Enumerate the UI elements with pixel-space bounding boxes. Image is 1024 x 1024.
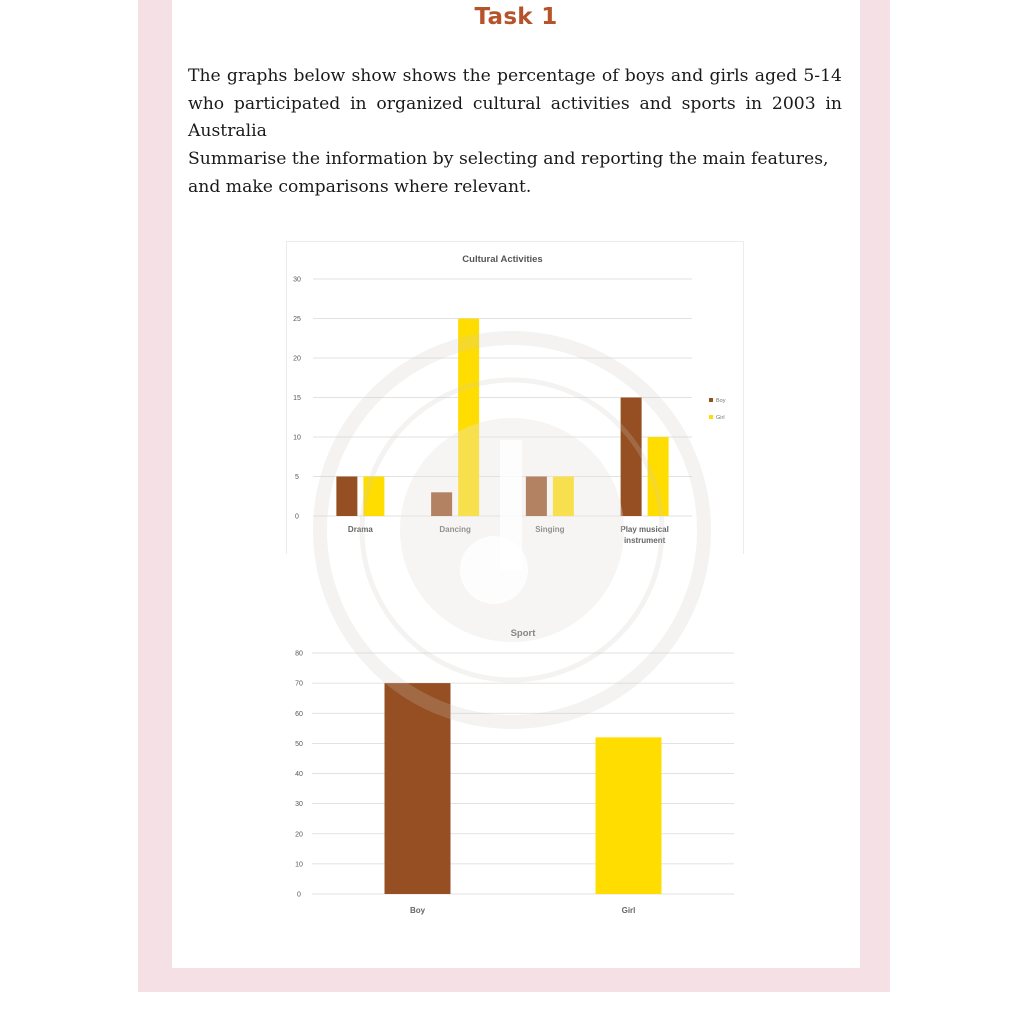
bar-boy: [526, 477, 547, 517]
y-tick-label: 10: [293, 434, 301, 442]
y-tick-label: 0: [295, 513, 299, 521]
y-tick-label: 30: [295, 801, 303, 809]
y-tick-label: 10: [295, 861, 303, 869]
y-tick-label: 15: [293, 395, 301, 402]
y-tick-label: 70: [295, 680, 303, 688]
bar-boy: [336, 477, 357, 517]
category-label: Girl: [621, 906, 636, 915]
y-tick-label: 25: [293, 316, 301, 323]
legend-swatch: [709, 398, 713, 402]
bar-girl: [596, 737, 662, 894]
prompt-description: The graphs below show shows the percentage of boys and girls aged 5-14 who participated in organized cultural activities and sports in 2003 in Australia: [188, 66, 842, 141]
y-tick-label: 20: [293, 355, 301, 363]
cultural-chart-svg: [287, 242, 743, 554]
bar-girl: [553, 477, 574, 517]
legend-swatch: [709, 415, 713, 419]
y-tick-label: 20: [295, 831, 303, 839]
cultural-activities-chart: [286, 241, 744, 554]
bar-girl: [648, 437, 669, 516]
legend-label: Girl: [716, 415, 725, 421]
category-label: Drama: [347, 525, 373, 534]
y-tick-label: 50: [295, 740, 303, 748]
category-label: Boy: [409, 906, 426, 915]
sport-chart-svg: [286, 618, 746, 918]
legend-label: Boy: [716, 398, 726, 404]
task-title: Task 1: [474, 4, 558, 30]
prompt-instruction: Summarise the information by selecting and reporting the main features, and make comparisons where relevant.: [188, 149, 829, 197]
bar-girl: [363, 477, 384, 517]
y-tick-label: 40: [295, 771, 303, 778]
y-tick-label: 60: [295, 710, 303, 718]
bar-boy: [385, 683, 451, 894]
category-label: Play musical instrument: [620, 525, 669, 545]
y-tick-label: 5: [295, 474, 299, 481]
bar-boy: [431, 492, 452, 516]
cultural-chart-title: Cultural Activities: [462, 254, 543, 265]
bar-boy: [621, 398, 642, 517]
y-tick-label: 30: [293, 276, 301, 284]
y-tick-label: 80: [295, 650, 303, 658]
category-label: Singing: [535, 525, 565, 534]
sport-chart: [286, 618, 746, 918]
category-label: Dancing: [439, 525, 471, 534]
y-tick-label: 0: [297, 891, 301, 899]
bar-girl: [458, 319, 479, 517]
sport-chart-title: Sport: [510, 628, 536, 639]
